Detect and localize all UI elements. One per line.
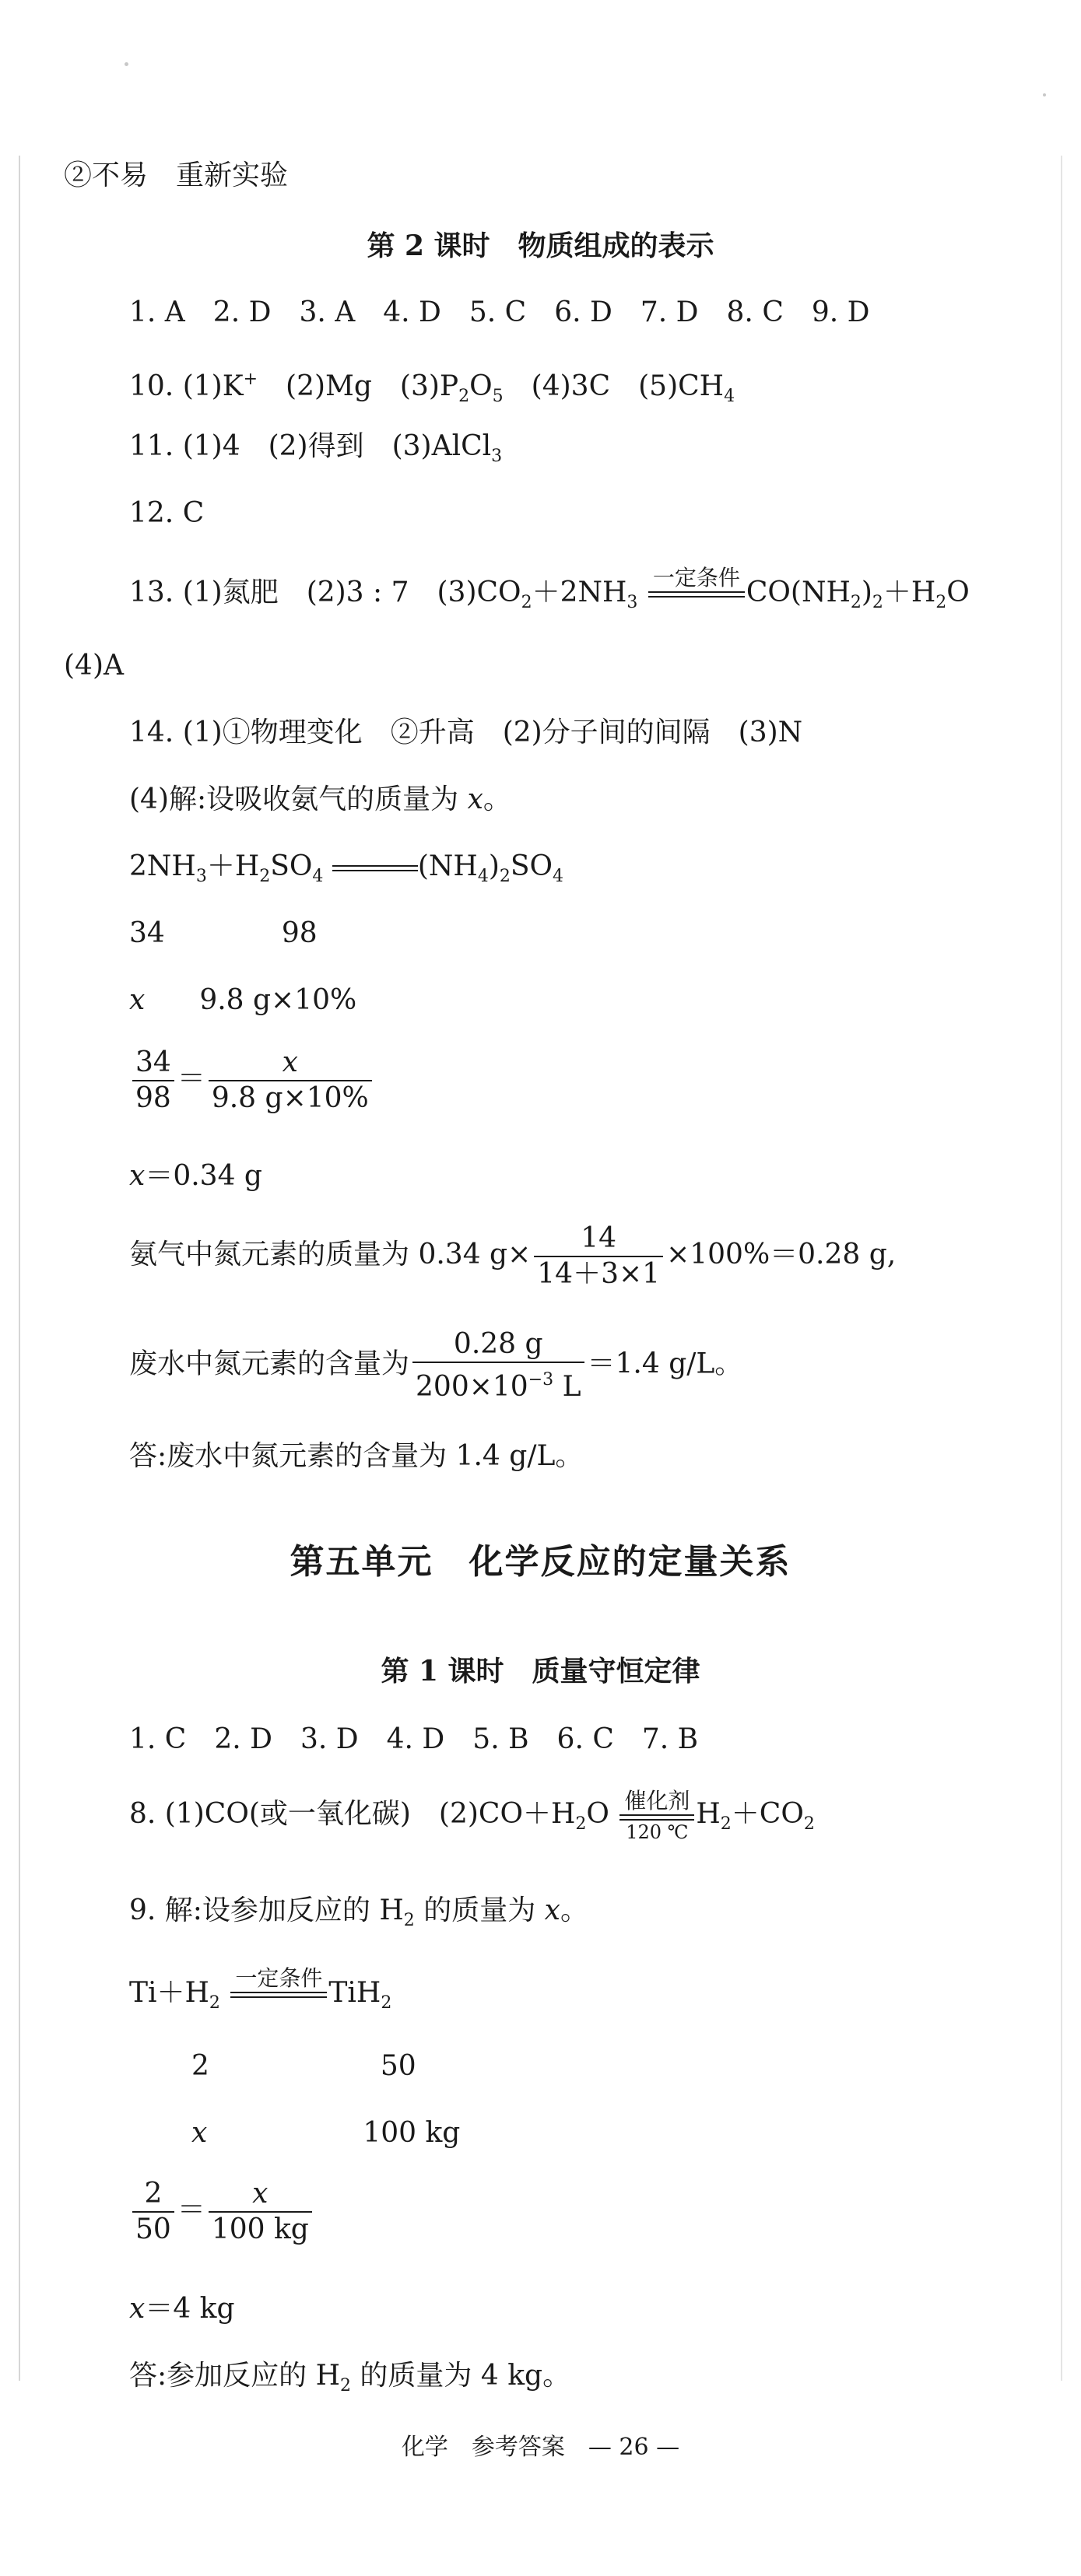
q1-7-answers: 1. C 2. D 3. D 4. D 5. B 6. C 7. B (129, 1723, 699, 1755)
scan-speck (1043, 93, 1046, 96)
reaction-condition-arrow: 一定条件 (648, 565, 745, 624)
fraction: $\frac{2}{50}$ (132, 2178, 174, 2245)
q9-ratio-row: 2 50 (191, 2050, 416, 2082)
lesson2-title: 第 2 课时 物质组成的表示 (367, 230, 714, 262)
fraction: $\frac{14}{14+3\times 1}$ (534, 1223, 663, 1290)
q8-answer: 8. (1)CO(或一氧化碳) $(2)CO+H_2O$ 催化剂 120 ℃ $H_2+CO_2$ (129, 1788, 815, 1843)
q1-9-answers: 1. A 2. D 3. A 4. D 5. C 6. D 7. D 8. C 9. D (129, 296, 870, 328)
q14-result: x＝0.34 g (129, 1160, 262, 1192)
equals-sign (332, 865, 418, 871)
q10-answer: 10. (1)K+ (2)Mg $(3)P_2O_5$ (4)3C $(5)CH_4$ (129, 370, 735, 406)
q12-answer: 12. C (129, 497, 205, 529)
q13-answer: 13. (1)氮肥 (2)3 : 7 $(3)CO_2+2NH_3$ 一定条件 $CO(NH_2)_2+H_2O$ (129, 565, 970, 624)
reaction-condition-arrow: 催化剂 120 ℃ (619, 1788, 694, 1844)
q9-variable-row: x 100 kg (191, 2117, 461, 2149)
q14-nitrogen-mass: 氨气中氮元素的质量为 0.34 g× $\frac{14}{14+3\times 1}$ ×100%＝0.28 g, (129, 1222, 897, 1290)
q11-answer: 11. (1)4 (2)得到 (3)AlCl$_3$ (129, 430, 503, 466)
q14-nitrogen-content: 废水中氮元素的含量为 $\frac{0.28 g}{200\times 10^{-3} L}$ ＝1.4 g/L。 (129, 1328, 743, 1403)
q9-result: x＝4 kg (129, 2293, 235, 2325)
fraction: $\frac{0.28 g}{200\times 10^{-3} L}$ (412, 1329, 584, 1403)
reaction-condition-arrow: 一定条件 (230, 1965, 327, 2024)
scan-speck (125, 62, 128, 66)
q14-solution-intro: (4)解:设吸收氨气的质量为 x。 (129, 783, 511, 815)
lesson1-title: 第 1 课时 质量守恒定律 (381, 1655, 700, 1688)
q9-answer: 答:参加反应的 $H_2$ 的质量为 4 kg。 (129, 2360, 571, 2396)
q14-proportion: $\frac{34}{98}$ ＝ $\frac{x}{9.8 g\times 10\%}$ (129, 1047, 375, 1114)
q9-proportion: $\frac{2}{50}$ ＝ $\frac{x}{100 kg}$ (129, 2178, 315, 2245)
unit5-title: 第五单元 化学反应的定量关系 (290, 1542, 791, 1582)
q14-ratio-row: 34 98 (129, 917, 318, 949)
page-footer: 化学 参考答案 — 26 — (401, 2434, 680, 2461)
fraction: $\frac{x}{100 kg}$ (209, 2178, 312, 2245)
fraction: $\frac{x}{9.8 g\times 10\%}$ (209, 1047, 372, 1114)
q14-equation: $2NH_3+H_2SO_4$ $(NH_4)_2SO_4$ (129, 850, 564, 886)
q13-answer-part4: (4)A (64, 650, 124, 682)
q14-answer: 答:废水中氮元素的含量为 1.4 g/L。 (129, 1440, 584, 1472)
fraction: $\frac{34}{98}$ (132, 1047, 174, 1114)
q9-equation: $Ti+H_2$ 一定条件 TiH$_2$ (129, 1965, 391, 2024)
q14-variable-row: x 9.8 g×10% (129, 984, 357, 1016)
left-margin-line (19, 156, 20, 2381)
q9-solution-intro: 9. 解:设参加反应的 $H_2$ 的质量为 x。 (129, 1894, 588, 1930)
right-margin-line (1061, 156, 1062, 2381)
q14-answer-line1: 14. (1)①物理变化 ②升高 (2)分子间的间隔 (3)N (129, 717, 803, 748)
top-line: ②不易 重新实验 (64, 159, 289, 191)
